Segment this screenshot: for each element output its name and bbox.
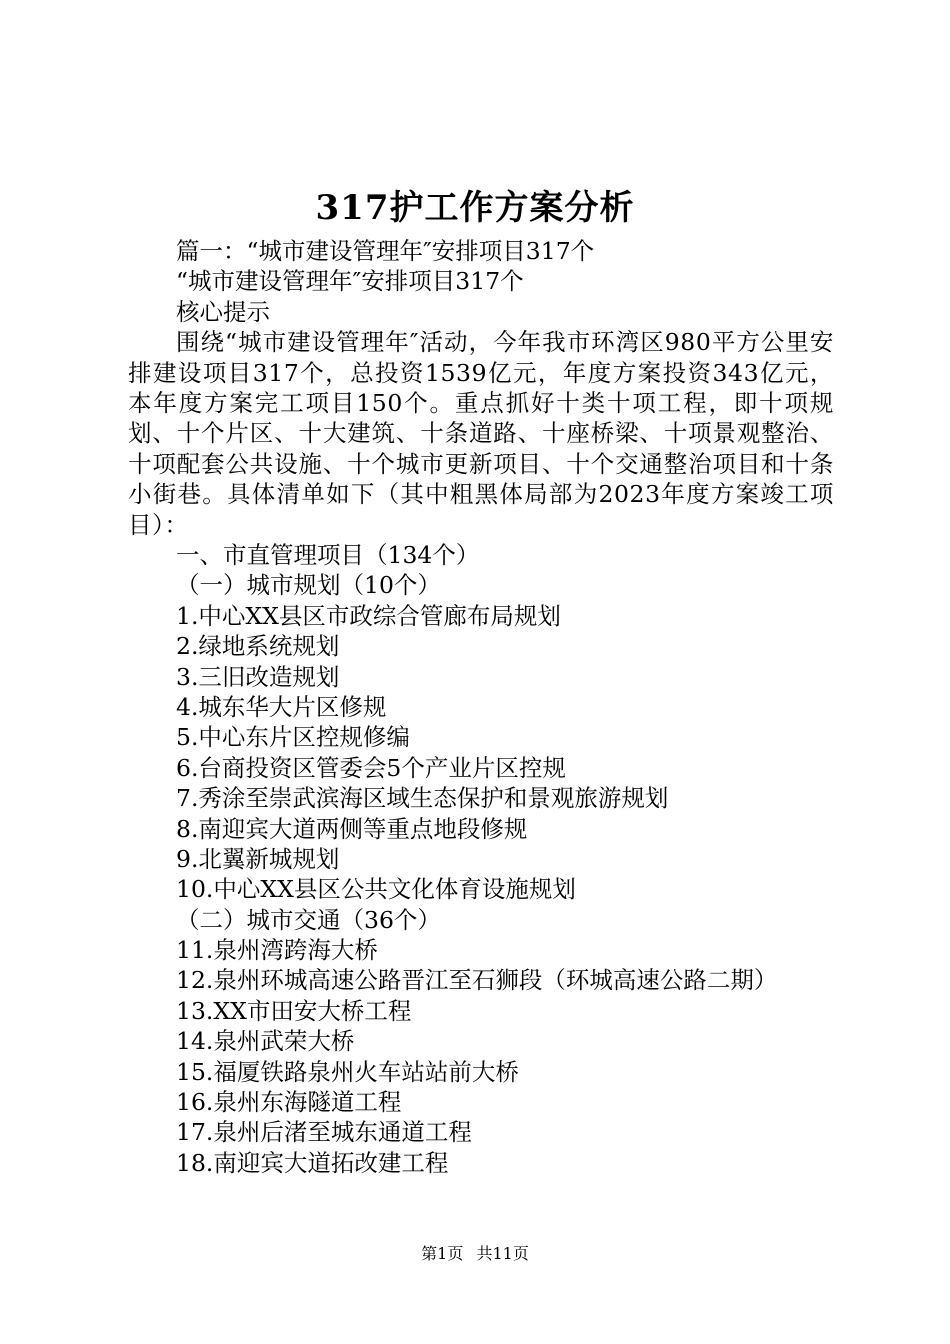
list-item: 7.秀涂至崇武滨海区域生态保护和景观旅游规划 [176, 784, 669, 813]
list-item: 1.中心XX县区市政综合管廊布局规划 [176, 601, 561, 630]
list-item: 10.中心XX县区公共文化体育设施规划 [176, 875, 576, 904]
list-item: 17.泉州后渚至城东通道工程 [176, 1118, 472, 1147]
list-item: 3.三旧改造规划 [176, 662, 340, 691]
section-heading-1: 篇一：“城市建设管理年″安排项目317个 [176, 237, 595, 265]
page-total: 共11页 [476, 1244, 529, 1263]
list-subheading: （二）城市交通（36个） [176, 905, 441, 934]
list-item: 4.城东华大片区修规 [176, 692, 387, 721]
list-item: 12.泉州环城高速公路晋江至石狮段（环城高速公路二期） [176, 966, 778, 995]
list-item: 15.福厦铁路泉州火车站站前大桥 [176, 1057, 519, 1086]
list-item: 2.绿地系统规划 [176, 632, 340, 661]
intro-paragraph: 围绕“城市建设管理年″活动，今年我市环湾区980平方公里安排建设项目317个，总投资1539亿元，年度方案投资343亿元，本年度方案完工项目150个。重点抓好十类十项工程，即十项规划、十个片区、十大建筑、十条道路、十座桥梁、十项景观整治、十项配套公共设施、十个城市更新项目、十个交通整治项目和十条小街巷。具体清单如下（其中粗黑体局部为2023年度方案竣工项目）： [128, 328, 834, 539]
document-title: 317护工作方案分析 [315, 188, 635, 228]
document-body [128, 236, 834, 1178]
list-item: 16.泉州东海隧道工程 [176, 1088, 402, 1117]
list-item: 13.XX市田安大桥工程 [176, 996, 412, 1025]
list-heading: 一、市直管理项目（134个） [176, 541, 480, 570]
list-item: 8.南迎宾大道两侧等重点地段修规 [176, 814, 528, 843]
list-item: 14.泉州武荣大桥 [176, 1027, 355, 1056]
subtitle-line: “城市建设管理年″安排项目317个 [176, 267, 524, 296]
list-item: 5.中心东片区控规修编 [176, 723, 410, 752]
list-item: 9.北翼新城规划 [176, 844, 340, 873]
list-subheading: （一）城市规划（10个） [176, 571, 441, 600]
list-item: 18.南迎宾大道拓改建工程 [176, 1148, 449, 1177]
list-item: 6.台商投资区管委会5个产业片区控规 [176, 753, 566, 782]
core-tip-label: 核心提示 [176, 297, 270, 326]
list-item: 11.泉州湾跨海大桥 [176, 936, 378, 965]
page-footer [0, 1243, 950, 1265]
page-number: 第1页 [421, 1244, 464, 1263]
